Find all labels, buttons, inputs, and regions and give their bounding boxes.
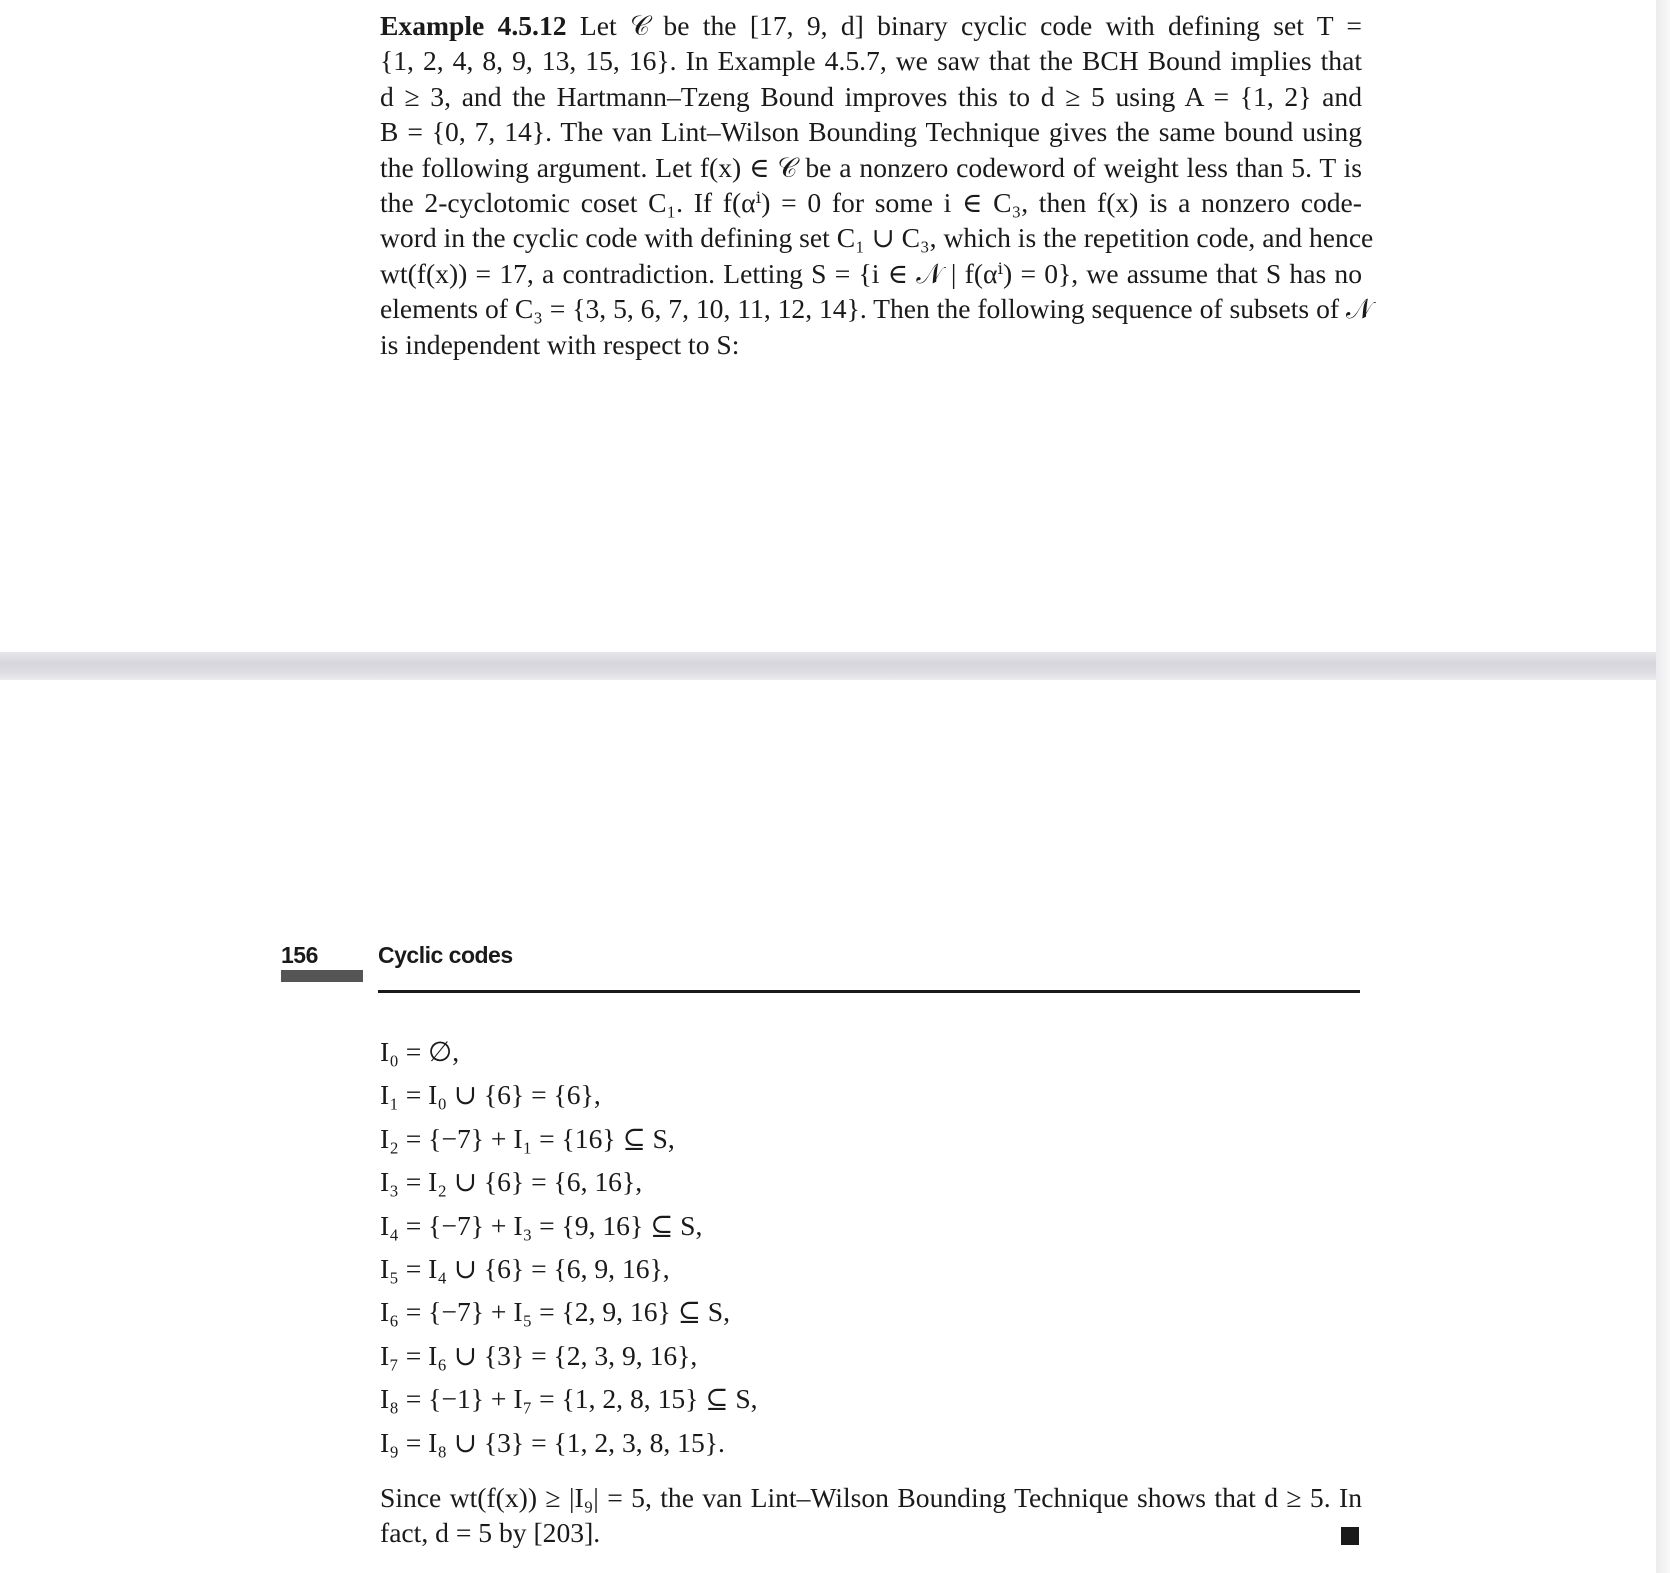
equation-i1: I₁ = I₀ ∪ {6} = {6}, — [380, 1079, 601, 1111]
example-line-2: {1, 2, 4, 8, 9, 13, 15, 16}. In Example 4.5.7, we saw that the BCH Bound implies that — [380, 45, 1362, 77]
equation-i7: I₇ = I₆ ∪ {3} = {2, 3, 9, 16}, — [380, 1339, 698, 1371]
example-line-5: the following argument. Let f(x) ∈ 𝒞 be a nonzero codeword of weight less than 5. T is — [380, 151, 1362, 183]
equation-i9: I₉ = I₈ ∪ {3} = {1, 2, 3, 8, 15}. — [380, 1426, 725, 1458]
running-title: Cyclic codes — [378, 942, 513, 968]
example-line-1-text: Let 𝒞 be the [17, 9, d] binary cyclic code with defining set T = — [579, 10, 1362, 41]
example-paragraph — [380, 8, 1374, 362]
example-line-1 — [380, 8, 1362, 43]
page-bottom — [0, 680, 1656, 1573]
example-line-4: B = {0, 7, 14}. The van Lint–Wilson Bounding Technique gives the same bound using — [380, 116, 1362, 148]
equation-i5: I₅ = I₄ ∪ {6} = {6, 9, 16}, — [380, 1253, 670, 1285]
equation-i3: I₃ = I₂ ∪ {6} = {6, 16}, — [380, 1166, 643, 1198]
header-rule — [378, 990, 1360, 993]
page-separator — [0, 652, 1656, 680]
example-line-3: d ≥ 3, and the Hartmann–Tzeng Bound improves this to d ≥ 5 using A = {1, 2} and — [380, 80, 1362, 112]
example-label: Example 4.5.12 — [380, 10, 567, 41]
conclusion-line-1: Since wt(f(x)) ≥ |I₉| = 5, the van Lint–Wilson Bounding Technique shows that d ≥ 5. In — [380, 1482, 1362, 1513]
equation-i4: I₄ = {−7} + I₃ = {9, 16} ⊆ S, — [380, 1209, 703, 1241]
scroll-edge — [1656, 0, 1670, 1573]
equation-i2: I₂ = {−7} + I₁ = {16} ⊆ S, — [380, 1122, 675, 1154]
example-line-8: wt(f(x)) = 17, a contradiction. Letting S = {i ∈ 𝒩 | f(αⁱ) = 0}, we assume that S has no — [380, 257, 1362, 289]
page-number-bar — [281, 970, 363, 982]
equation-list — [380, 1030, 758, 1464]
example-line-7: word in the cyclic code with defining set C₁ ∪ C₃, which is the repetition code, and hence — [380, 222, 1374, 254]
example-line-9: elements of C₃ = {3, 5, 6, 7, 10, 11, 12, 14}. Then the following sequence of subsets of 𝒩 — [380, 293, 1373, 325]
equation-i6: I₆ = {−7} + I₅ = {2, 9, 16} ⊆ S, — [380, 1296, 730, 1328]
conclusion-paragraph — [380, 1480, 1362, 1551]
equation-i0: I₀ = ∅, — [380, 1036, 460, 1067]
equation-i8: I₈ = {−1} + I₇ = {1, 2, 8, 15} ⊆ S, — [380, 1383, 758, 1415]
conclusion-line-2: fact, d = 5 by [203]. — [380, 1517, 601, 1549]
qed-square-icon — [1341, 1527, 1359, 1545]
example-line-6: the 2-cyclotomic coset C₁. If f(αⁱ) = 0 for some i ∈ C₃, then f(x) is a nonzero code- — [380, 187, 1362, 219]
example-line-10: is independent with respect to S: — [380, 328, 740, 360]
page-number: 156 — [281, 942, 318, 968]
